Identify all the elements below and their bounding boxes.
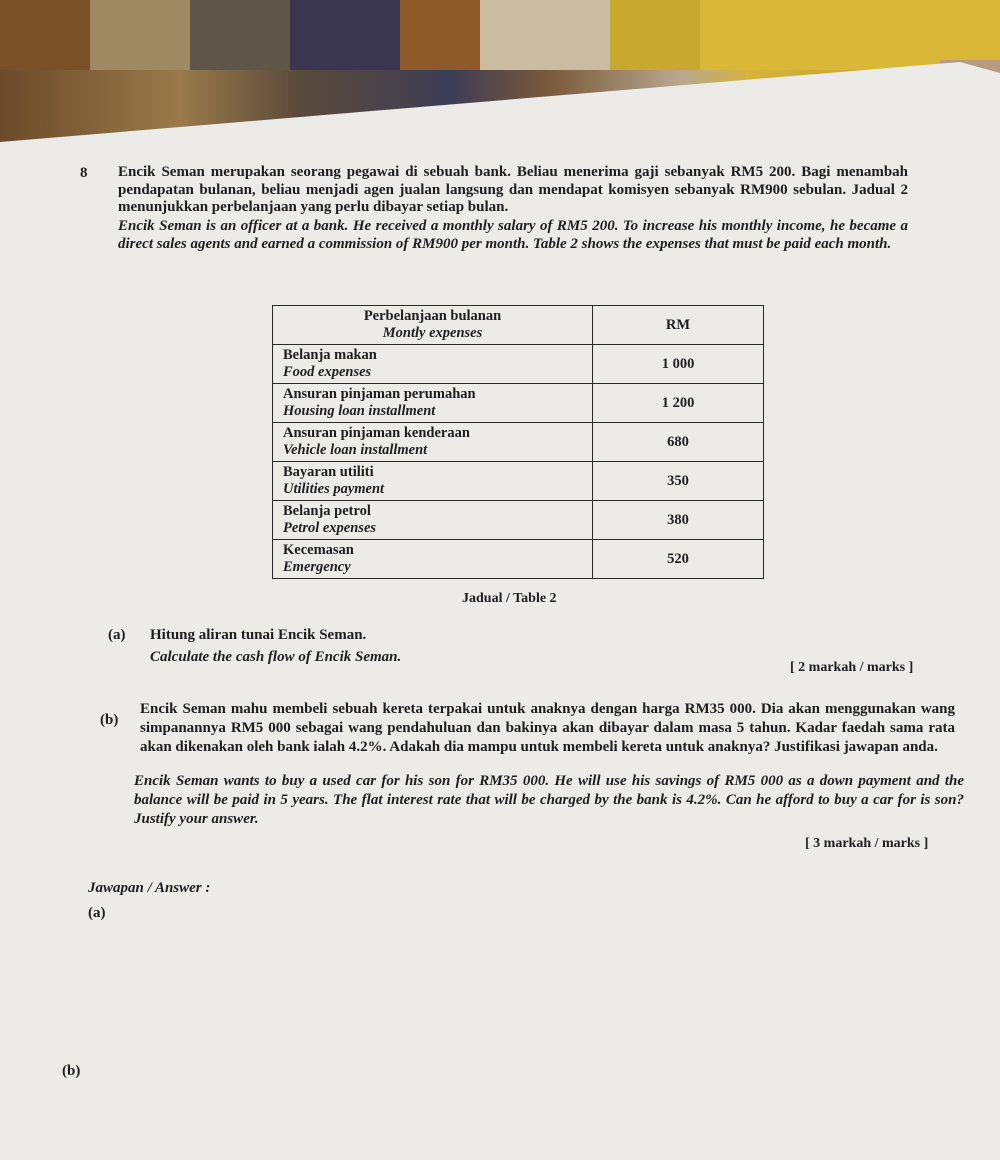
answer-title: Jawapan / Answer : bbox=[88, 880, 211, 896]
row-value: 680 bbox=[593, 423, 764, 462]
row-label-english: Emergency bbox=[283, 559, 351, 575]
row-label-english: Petrol expenses bbox=[283, 520, 377, 536]
header-expenses bbox=[273, 306, 593, 345]
part-a-english: Calculate the cash flow of Encik Seman. bbox=[150, 649, 402, 665]
part-a-marks: [ 2 markah / marks ] bbox=[790, 660, 914, 675]
row-label-english: Vehicle loan installment bbox=[283, 442, 428, 458]
part-b-malay: Encik Seman mahu membeli sebuah kereta terpakai untuk anaknya dengan harga RM35 000. Dia akan menggunakan wang simpanannya RM5 000 sebagai wang pendahuluan dan bakinya akan dibayar dalam masa 5 tahun. Kadar faedah sama rata akan dikenakan oleh bank ialah 4.2%. Adakah dia mampu untuk membeli kereta untuk anaknya? Justifikasi jawapan anda. bbox=[140, 701, 955, 755]
row-label bbox=[273, 540, 593, 579]
row-label bbox=[273, 345, 593, 384]
header-expenses-malay: Perbelanjaan bulanan bbox=[363, 308, 502, 324]
row-label bbox=[273, 501, 593, 540]
table-header-row bbox=[273, 306, 764, 345]
table-row bbox=[273, 501, 764, 540]
header-rm: RM bbox=[593, 306, 764, 345]
row-label-malay: Ansuran pinjaman perumahan bbox=[283, 386, 476, 402]
table-caption: Jadual / Table 2 bbox=[462, 591, 557, 606]
row-label-english: Utilities payment bbox=[283, 481, 385, 497]
row-label-malay: Belanja makan bbox=[283, 347, 377, 363]
table-row bbox=[273, 540, 764, 579]
row-label-english: Food expenses bbox=[283, 364, 372, 380]
row-label-malay: Bayaran utiliti bbox=[283, 464, 374, 480]
question-number: 8 bbox=[80, 165, 88, 181]
header-expenses-english: Montly expenses bbox=[382, 325, 483, 341]
answer-label-b: (b) bbox=[62, 1063, 81, 1079]
row-label-malay: Ansuran pinjaman kenderaan bbox=[283, 425, 470, 441]
part-a-label: (a) bbox=[108, 627, 126, 643]
row-label bbox=[273, 423, 593, 462]
question-intro-malay: Encik Seman merupakan seorang pegawai di sebuah bank. Beliau menerima gaji sebanyak RM5 200. Bagi menambah pendapatan bulanan, beliau menjadi agen jualan langsung dan mendapat komisyen sebanyak RM900 sebulan. Jadual 2 menunjukkan perbelanjaan yang perlu dibayar setiap bulan. bbox=[118, 164, 908, 215]
part-a-malay: Hitung aliran tunai Encik Seman. bbox=[150, 627, 367, 643]
row-label-english: Housing loan installment bbox=[283, 403, 436, 419]
part-b-label: (b) bbox=[100, 712, 119, 728]
answer-label-a: (a) bbox=[88, 905, 106, 921]
row-value: 380 bbox=[593, 501, 764, 540]
part-b-english: Encik Seman wants to buy a used car for his son for RM35 000. He will use his savings of RM5 000 as a down payment and the balance will be paid in 5 years. The flat interest rate that will be charged by the bank is 4.2%. Can he afford to buy a car for is son? Justify your answer. bbox=[134, 773, 964, 827]
row-value: 350 bbox=[593, 462, 764, 501]
part-b-marks: [ 3 markah / marks ] bbox=[805, 836, 929, 851]
expenses-table bbox=[272, 305, 764, 579]
row-value: 1 200 bbox=[593, 384, 764, 423]
row-label bbox=[273, 384, 593, 423]
row-label bbox=[273, 462, 593, 501]
row-value: 1 000 bbox=[593, 345, 764, 384]
table-row bbox=[273, 462, 764, 501]
question-intro-english: Encik Seman is an officer at a bank. He received a monthly salary of RM5 200. To increase his monthly income, he became a direct sales agents and earned a commission of RM900 per month. Table 2 shows the expenses that must be paid each month. bbox=[118, 218, 908, 252]
row-label-malay: Belanja petrol bbox=[283, 503, 371, 519]
table-row bbox=[273, 423, 764, 462]
table-row bbox=[273, 345, 764, 384]
row-label-malay: Kecemasan bbox=[283, 542, 354, 558]
table-row bbox=[273, 384, 764, 423]
row-value: 520 bbox=[593, 540, 764, 579]
